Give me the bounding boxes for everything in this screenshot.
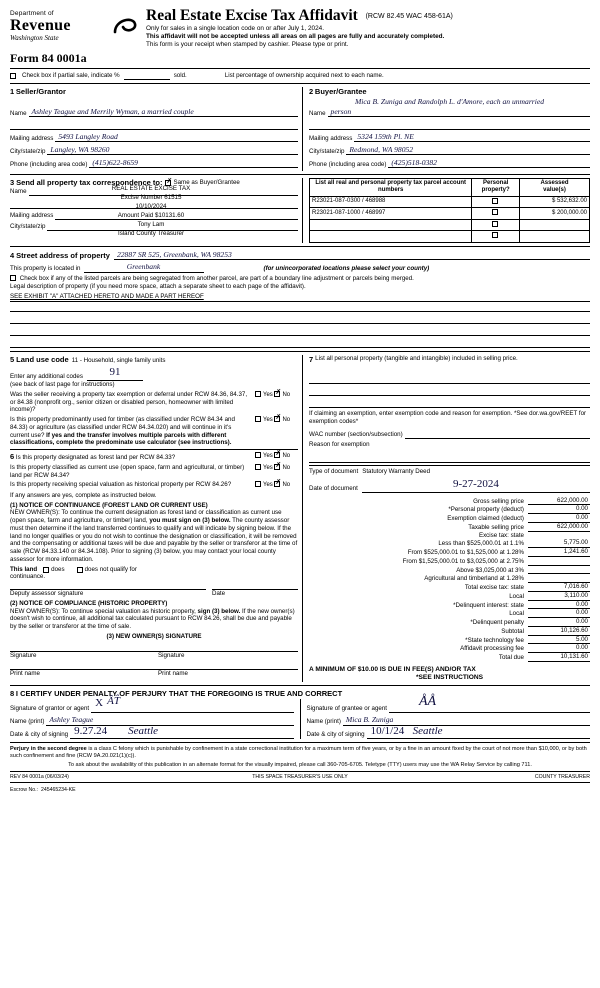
- amount-label-17: Affidavit processing fee: [460, 645, 524, 653]
- parcel-table: [309, 178, 590, 243]
- sec6-q2-no-label: No: [282, 464, 291, 471]
- amount-value-10[interactable]: 7,016.60: [528, 583, 590, 592]
- excise-amounts-list: [309, 497, 590, 662]
- parcel-number-0[interactable]: R23021-087-0300 / 468988: [310, 196, 472, 208]
- amount-row: [309, 574, 590, 583]
- amount-row: [309, 548, 590, 557]
- land-does-qualify-checkbox[interactable]: [43, 567, 49, 573]
- partial-sale-sold-label: sold.: [173, 71, 187, 79]
- table-row: [310, 231, 590, 243]
- see-instructions-note: *SEE INSTRUCTIONS: [415, 674, 484, 682]
- parcel-number-2[interactable]: [310, 219, 472, 231]
- seller-name-extra-line[interactable]: [10, 120, 298, 130]
- amount-row: [309, 636, 590, 645]
- assessed-col-header: [519, 178, 589, 196]
- personal-prop-line-1[interactable]: [309, 374, 590, 384]
- grantor-date-city-value[interactable]: [70, 724, 293, 739]
- located-in-value[interactable]: Greenbank: [84, 262, 204, 272]
- notice-compliance-title: (2) NOTICE OF COMPLIANCE (HISTORIC PROPERTY): [10, 599, 168, 607]
- treasurer-stamp: [56, 185, 246, 239]
- deputy-assessor-date[interactable]: Date: [212, 589, 298, 598]
- amount-row: [309, 523, 590, 532]
- amount-value-17[interactable]: 0.00: [528, 644, 590, 653]
- reason-exemption-line[interactable]: [309, 453, 590, 463]
- sec5-q2-yes-label: Yes: [263, 417, 273, 424]
- boundary-adjust-checkbox[interactable]: [10, 275, 16, 281]
- parcel-personal-3[interactable]: [472, 231, 520, 243]
- section-5-title: Land use code: [16, 355, 69, 365]
- grantee-city: Seattle: [412, 724, 443, 737]
- parcel-table-container: [302, 178, 590, 243]
- wac-number-value[interactable]: [405, 430, 590, 439]
- deputy-assessor-signature[interactable]: Deputy assessor signature: [10, 589, 206, 598]
- header-line-1: Only for sales in a single location code on or after July 1, 2024.: [146, 25, 324, 33]
- sec6-if-any-note: If any answers are yes, complete as instructed below.: [10, 491, 157, 499]
- section-3-title: Send all property tax correspondence to:: [16, 177, 163, 187]
- seller-citystate-label: City/state/zip: [10, 147, 46, 155]
- title-statute-ref: (RCW 82.45 WAC 458-61A): [365, 13, 453, 20]
- section-street-address: [10, 250, 590, 348]
- agency-logo: [10, 6, 138, 43]
- personal-prop-line-3[interactable]: [309, 398, 590, 408]
- assessed-col-header-l1: Assessed: [540, 179, 569, 186]
- sec6-q3-yes-checkbox[interactable]: [255, 481, 261, 487]
- stamp-line-1: REAL ESTATE EXCISE TAX: [111, 185, 191, 193]
- sec6-q1-yes-label: Yes: [263, 453, 273, 460]
- new-owner-print-name-2[interactable]: Print name: [154, 669, 298, 678]
- amount-row: [309, 627, 590, 636]
- agency-name: Revenue: [10, 17, 71, 35]
- personal-col-header-l1: Personal: [483, 179, 509, 186]
- boundary-adjust-label: Check box if any of the listed parcels are being segregated from another parcel, are part of a boundary line adjustment or parcels being merged.: [19, 274, 414, 282]
- stamp-line-6: Island County Treasurer: [117, 230, 185, 238]
- section-5-number: 5: [10, 355, 15, 365]
- amount-row: [309, 505, 590, 514]
- seller-name-label: Name: [10, 109, 27, 117]
- notice-compliance-body: [10, 608, 298, 631]
- grantor-signature-field[interactable]: X ÂT̂: [91, 699, 293, 713]
- form-number: Form 84 0001a: [10, 51, 87, 66]
- amount-label-10: Total excise tax: state: [464, 584, 524, 592]
- amount-row: [309, 539, 590, 548]
- amount-value-3[interactable]: 622,000.00: [528, 523, 590, 532]
- parcel-number-3[interactable]: [310, 231, 472, 243]
- parcel-value-2[interactable]: [519, 219, 589, 231]
- amount-label-14: *Delinquent penalty: [470, 619, 524, 627]
- sec5-q1-yes-checkbox[interactable]: [255, 391, 261, 397]
- land-does-label: does: [51, 565, 65, 573]
- legal-line-2[interactable]: [10, 302, 590, 312]
- amount-label-8: Above $3,025,000 at 3%: [456, 566, 524, 574]
- amount-label-13: Local: [509, 610, 524, 618]
- amount-value-13[interactable]: 0.00: [528, 609, 590, 618]
- notice-continuance-body-2: The county assessor must then determine if the land transferred continues to qualify and will indicate by signing below. If the land no longer qualifies or you do not wish to continue the designation or classification, it will be removed and the compensating or additional taxes will be due and payable by the seller or transferor at the time of sale (RCW 84.33.140 or 84.34.108). Prior to signing (3) below, you may contact your local county assessor for more information.: [10, 517, 298, 563]
- amount-label-15: Subtotal: [501, 627, 524, 635]
- sec6-q1-yes-checkbox[interactable]: [255, 452, 261, 458]
- table-row: [310, 208, 590, 220]
- amount-row: [309, 644, 590, 653]
- amount-label-12: *Delinquent interest: state: [453, 601, 524, 609]
- buyer-name-line-2[interactable]: person: [328, 107, 590, 117]
- stamp-line-3: 10/10/2024: [135, 203, 167, 211]
- buyer-citystate-label: City/state/zip: [309, 147, 345, 155]
- grantor-city: Seattle: [128, 724, 159, 737]
- buyer-phone-label: Phone (including area code): [309, 160, 387, 168]
- additional-codes-label: Enter any additional codes: [10, 373, 83, 381]
- seller-name-value[interactable]: Ashley Teague and Merrily Wyman, a married couple: [29, 107, 298, 117]
- amount-label-11: Local: [509, 592, 524, 600]
- sec5-q1-no-label: No: [282, 391, 291, 398]
- parcel-number-1[interactable]: R23021-087-1000 / 468997: [310, 208, 472, 220]
- this-land-label: This land: [10, 565, 38, 573]
- amount-value-18[interactable]: 10,131.60: [528, 653, 590, 662]
- grantee-date: 10/1/24: [370, 724, 405, 737]
- property-street-address[interactable]: 22887 SR 525, Greenbank, WA 98253: [114, 250, 590, 260]
- buyer-name-label: Name: [309, 109, 326, 117]
- seller-mailing-value[interactable]: 5493 Langley Road: [55, 132, 298, 142]
- located-in-label: This property is located in: [10, 265, 81, 273]
- amount-value-8[interactable]: [528, 566, 590, 575]
- amount-label-1: *Personal property (deduct): [448, 506, 524, 514]
- section-2-number: 2: [309, 87, 314, 97]
- amount-value-11[interactable]: 3,110.00: [528, 592, 590, 601]
- amount-row: [309, 566, 590, 575]
- amount-row: [309, 557, 590, 566]
- amount-row: [309, 653, 590, 662]
- sec6-q3-no-checkbox[interactable]: [274, 481, 280, 487]
- sec6-q3-yes-label: Yes: [263, 482, 273, 489]
- perjury-bold: Perjury in the second degree: [10, 745, 87, 752]
- wac-number-label: WAC number (section/subsection): [309, 431, 403, 439]
- header-line-2: This affidavit will not be accepted unless all areas on all pages are fully and accurately completed.: [146, 33, 445, 41]
- sec6-question-3: Is this property receiving special valuation as historical property per RCW 84.26?: [10, 481, 232, 489]
- amount-value-14[interactable]: 0.00: [528, 618, 590, 627]
- sec6-q3-answer[interactable]: [252, 481, 298, 490]
- amount-value-6[interactable]: 1,241.60: [528, 548, 590, 557]
- parcel-col-header: List all real and personal property tax parcel account numbers: [310, 178, 472, 196]
- section-tax-correspondence: [10, 178, 302, 243]
- notice-continuance-body-1: NEW OWNER(S): To continue the current designation as forest land or classification as current use (open space, farm and agriculture, or timber) land,: [10, 509, 282, 525]
- amount-label-16: *State technology fee: [465, 636, 524, 644]
- buyer-name-extra-line[interactable]: [309, 120, 590, 130]
- new-owner-signature-1[interactable]: Signature: [10, 651, 154, 660]
- legal-line-5[interactable]: [10, 338, 590, 348]
- grantee-date-city-value[interactable]: [367, 724, 590, 739]
- sec6-question-2: Is this property classified as current use (open space, farm and agricultural, or timber) land per RCW 84.34?: [10, 463, 245, 479]
- legal-line-3[interactable]: [10, 314, 590, 324]
- amount-row: [309, 592, 590, 601]
- section-buyer: [302, 87, 590, 171]
- parcel-personal-1[interactable]: [472, 208, 520, 220]
- table-row: [310, 219, 590, 231]
- section-1-title: Seller/Grantor: [15, 87, 66, 97]
- amount-label-6: From $525,000.01 to $1,525,000 at 1.28%: [407, 549, 524, 557]
- escrow-number-value[interactable]: 245465234-KE: [40, 787, 76, 794]
- notice-continuance-body: [10, 509, 298, 563]
- new-owner-signature-title: (3) NEW OWNER(S) SIGNATURE: [106, 632, 202, 640]
- header-line-3: This form is your receipt when stamped by cashier. Please type or print.: [146, 41, 349, 49]
- buyer-mailing-label: Mailing address: [309, 134, 353, 142]
- section-2-title: Buyer/Grantee: [314, 87, 367, 97]
- amount-value-2[interactable]: 0.00: [528, 514, 590, 523]
- partial-sale-label: Check box if partial sale, indicate %: [22, 71, 120, 79]
- sec6-q1-no-label: No: [282, 453, 291, 460]
- amount-value-0[interactable]: 622,000.00: [528, 497, 590, 506]
- notice-compliance-body-2: If the new owner(s) doesn't wish to continue, all additional tax calculated pursuant to RCW 84.26, shall be due and payable by the seller or transferor at the time of sale.: [10, 607, 295, 631]
- additional-codes-value[interactable]: 91: [87, 366, 143, 381]
- land-does-not-qualify-checkbox[interactable]: [77, 567, 83, 573]
- section-designations: [10, 452, 298, 678]
- legal-description-value[interactable]: SEE EXHIBIT "A" ATTACHED HERETO AND MADE A PART HEREOF: [10, 293, 204, 301]
- amount-value-7[interactable]: [528, 557, 590, 566]
- grantee-date-city-label: Date & city of signing: [306, 730, 365, 738]
- section-3-number: 3: [10, 177, 15, 187]
- grantee-name-label: Name (print): [306, 717, 341, 725]
- amount-row: [309, 497, 590, 506]
- amount-value-1[interactable]: 0.00: [528, 505, 590, 514]
- land-use-code-value[interactable]: 11 - Household, single family units: [71, 356, 166, 364]
- reason-exemption-label: Reason for exemption: [309, 441, 370, 449]
- assessed-col-header-l2: value(s): [543, 187, 566, 194]
- perjury-note: [10, 746, 590, 760]
- seller-mailing-label: Mailing address: [10, 134, 54, 142]
- amount-row: [309, 609, 590, 618]
- section-8-title: I CERTIFY UNDER PENALTY OF PERJURY THAT THE FOREGOING IS TRUE AND CORRECT: [15, 689, 343, 699]
- continuance-label: continuance.: [10, 573, 46, 581]
- revision-number: REV 84 0001a (06/03/24): [10, 773, 69, 780]
- corr-citystate-label: City/state/zip: [10, 223, 46, 231]
- ownership-pct-note: List percentage of ownership acquired next to each name.: [224, 71, 384, 79]
- sec5-question-2: [10, 416, 252, 447]
- grantee-name-value[interactable]: Mica B. Zuniga: [343, 715, 590, 725]
- amount-value-4: [528, 532, 590, 540]
- parcel-value-1[interactable]: $ 200,000.00: [519, 208, 589, 220]
- document-type-label: Type of document: [309, 468, 359, 476]
- corr-name-label: Name: [10, 188, 27, 196]
- amount-label-4: Excise tax: state: [478, 531, 524, 539]
- sec5-q2-no-label: No: [282, 417, 291, 424]
- notice-compliance-bold: sign (3) below.: [197, 607, 241, 615]
- grantor-name-value[interactable]: Ashley Teague: [46, 715, 293, 725]
- section-4-title: Street address of property: [16, 250, 110, 260]
- legal-line-4[interactable]: [10, 326, 590, 336]
- sec6-q1-answer[interactable]: [252, 452, 298, 462]
- new-owner-print-name-1[interactable]: Print name: [10, 669, 154, 678]
- notice-compliance-body-1: NEW OWNER(S): To continue special valuation as historic property,: [10, 607, 196, 615]
- partial-sale-checkbox[interactable]: [10, 73, 16, 79]
- sec5-q1-yes-label: Yes: [263, 391, 273, 398]
- unincorporated-note: (for unincorporated locations please select your county): [263, 265, 430, 273]
- seller-phone-value[interactable]: (415)622-8659: [89, 158, 298, 168]
- amount-label-0: Gross selling price: [473, 497, 524, 505]
- amount-label-9: Agricultural and timberland at 1.28%: [424, 575, 524, 583]
- table-row: [310, 196, 590, 208]
- sec6-q2-yes-checkbox[interactable]: [255, 464, 261, 470]
- amount-label-2: Exemption claimed (deduct): [447, 515, 524, 523]
- sec6-q2-yes-label: Yes: [263, 464, 273, 471]
- parcel-personal-2[interactable]: [472, 219, 520, 231]
- corr-mailing-label: Mailing address: [10, 211, 54, 219]
- grantor-name-label: Name (print): [10, 717, 45, 725]
- stamp-line-4: Amount Paid $10131.60: [117, 212, 185, 220]
- parcel-personal-0[interactable]: [472, 196, 520, 208]
- partial-sale-percent[interactable]: [124, 71, 170, 80]
- county-treasurer-label: COUNTY TREASURER: [534, 773, 590, 780]
- page-title: Real Estate Excise Tax Affidavit: [146, 7, 358, 24]
- additional-codes-note: (see back of last page for instructions): [10, 381, 115, 389]
- alt-format-note: To ask about the availability of this publication in an alternate format for the visually impaired, please call 360-705-6705. Teletype (TTY) users may use the WA Relay Service by calling 711.: [68, 761, 532, 768]
- amount-value-5[interactable]: 5,775.00: [528, 539, 590, 548]
- new-owner-signature-2[interactable]: Signature: [154, 651, 298, 660]
- amount-value-15[interactable]: 10,126.60: [528, 627, 590, 636]
- amount-value-12[interactable]: 0.00: [528, 601, 590, 610]
- document-type-value[interactable]: Statutory Warranty Deed: [362, 468, 431, 476]
- land-does-not-label: does not qualify for: [84, 565, 137, 573]
- minimum-due-note: A MINIMUM OF $10.00 IS DUE IN FEE(S) AND/OR TAX: [309, 665, 476, 673]
- buyer-mailing-value[interactable]: 5324 159th Pl. NE: [354, 132, 590, 142]
- sec5-q2-text: Is this property predominantly used for timber (as classified under RCW 84.34 and 84.33) or agriculture (as classified under RCW 84.34.020) and will continue in it's current use?: [10, 416, 235, 439]
- section-personal-property: [302, 355, 590, 682]
- amount-label-5: Less than $525,000.01 at 1.1%: [438, 540, 524, 548]
- legal-description-label: Legal description of property (if you need more space, attach a separate sheet to each page of the affidavit).: [10, 282, 306, 290]
- section-7-title: List all personal property (tangible and intangible) included in selling price.: [315, 355, 518, 363]
- grantee-signature-label: Signature of grantee or agent: [306, 705, 387, 713]
- exemption-note: If claiming an exemption, enter exemption code and reason for exemption. *See dor.wa.gov/REET for exemption codes*: [309, 410, 587, 426]
- amount-row: [309, 532, 590, 540]
- grantor-signature-label: Signature of grantor or agent: [10, 705, 90, 713]
- escrow-number-label: Escrow No.:: [10, 787, 38, 794]
- amount-label-3: Taxable selling price: [468, 523, 524, 531]
- section-8-number: 8: [10, 689, 15, 699]
- form-header: [10, 6, 590, 49]
- grantor-date-city-label: Date & city of signing: [10, 730, 69, 738]
- sec5-question-1: Was the seller receiving a property tax exemption or deferral under RCW 84.36, 84.37, or 84.38 (nonprofit org., senior citizen or disabled person, homeowner with limited income)?: [10, 390, 248, 414]
- grantor-date: 9.27.24: [74, 724, 108, 737]
- section-certification: [10, 689, 590, 738]
- notice-continuance-title: (1) NOTICE OF CONTINUANCE (FOREST LAND OR CURRENT USE): [10, 501, 208, 509]
- amount-label-7: From $1,525,000.01 to $3,025,000 at 2.75%: [402, 557, 524, 565]
- personal-col-header: [472, 178, 520, 196]
- buyer-phone-value[interactable]: (425)518-0382: [388, 158, 590, 168]
- revenue-swirl-icon: [112, 12, 138, 41]
- section-seller: [10, 87, 302, 171]
- section-1-number: 1: [10, 87, 15, 97]
- sec5-q1-no-checkbox[interactable]: [274, 391, 280, 397]
- agency-dept-label: Department of: [10, 10, 54, 17]
- same-as-buyer-label: Same as Buyer/Grantee: [173, 178, 240, 186]
- sec6-question-1: Is this property designated as forest land per RCW 84.33?: [15, 454, 176, 462]
- treasurer-space-label: THIS SPACE TREASURER'S USE ONLY: [252, 773, 348, 780]
- sec6-q1-no-checkbox[interactable]: [274, 452, 280, 458]
- amount-label-18: Total due: [498, 654, 524, 662]
- seller-phone-label: Phone (including area code): [10, 160, 88, 168]
- amount-row: [309, 514, 590, 523]
- notice-continuance-bold: you must sign on (3) below.: [149, 517, 231, 525]
- section-7-number: 7: [309, 355, 314, 365]
- sec5-q2-answer[interactable]: [252, 416, 298, 447]
- document-date-label: Date of document: [309, 484, 358, 492]
- agency-state: Washington State: [10, 34, 59, 43]
- sec5-q2-yes-checkbox[interactable]: [255, 416, 261, 422]
- sec6-q2-no-checkbox[interactable]: [274, 464, 280, 470]
- section-4-number: 4: [10, 250, 15, 260]
- sec5-q1-answer[interactable]: [252, 391, 298, 414]
- seller-citystate-value[interactable]: Langley, WA 98260: [47, 145, 298, 155]
- amount-value-16[interactable]: 5.00: [528, 636, 590, 645]
- personal-prop-line-2[interactable]: [309, 386, 590, 396]
- sec5-q2-bold: If yes and the transfer involves multiple parcels with different classifications, complete the predominate use calculator (see instructions).: [10, 431, 232, 447]
- sec5-q2-no-checkbox[interactable]: [274, 416, 280, 422]
- amount-row: [309, 583, 590, 592]
- sec6-q2-answer[interactable]: [252, 464, 298, 480]
- parcel-value-0[interactable]: $ 532,632.00: [519, 196, 589, 208]
- amount-row: [309, 601, 590, 610]
- parcel-value-3[interactable]: [519, 231, 589, 243]
- buyer-name-line-1[interactable]: Mica B. Zuniga and Randolph L. d'Amore, each an unmarried: [354, 96, 545, 106]
- section-6-number: 6: [10, 452, 15, 462]
- document-date-value[interactable]: 9-27-2024: [362, 478, 590, 493]
- amount-row: [309, 618, 590, 627]
- sec6-q3-no-label: No: [282, 482, 291, 489]
- amount-value-9[interactable]: [528, 574, 590, 583]
- personal-col-header-l2: property?: [481, 187, 510, 194]
- buyer-citystate-value[interactable]: Redmond, WA 98052: [346, 145, 590, 155]
- perjury-text: is a class C felony which is punishable by confinement in a state correctional institution for a maximum term of five years, or by a fine in an amount fixed by the court of not more than $10,000, or by both such confinement and fine (RCW 9A.20.021(1)(c)).: [10, 745, 587, 759]
- stamp-line-5: Tony Lam: [137, 221, 165, 229]
- section-land-use: [10, 355, 298, 447]
- stamp-line-2: Excise Number 61515: [120, 194, 182, 202]
- grantee-signature-field[interactable]: ÅÅ: [389, 699, 590, 713]
